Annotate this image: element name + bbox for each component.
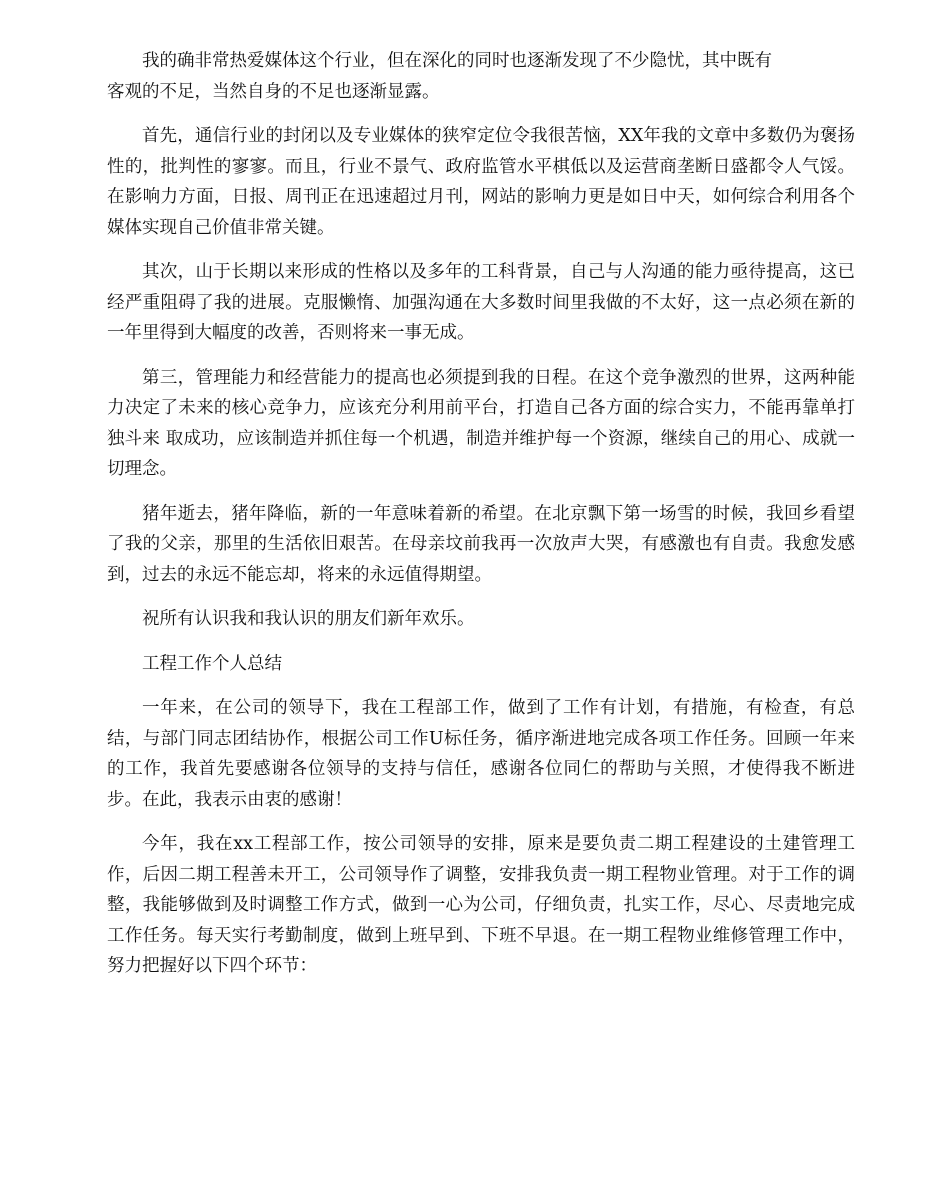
paragraph-second-reason: 其次，山于长期以来形成的性格以及多年的工科背景，自己与人沟通的能力亟待提高，这已经严重阻碍了我的进展。克服懒惰、加强沟通在大多数时间里我做的不太好，这一点必须在新的一年里得到大幅度的改善，否则将来一事无成。 [107, 262, 855, 343]
intro-paragraph [107, 46, 855, 107]
paragraph-new-year: 猪年逝去，猪年降临，新的一年意味着新的希望。在北京飘下第一场雪的时候，我回乡看望了我的父亲，那里的生活依旧艰苦。在母亲坟前我再一次放声大哭，有感激也有自责。我愈发感到，过去的永远不能忘却，将来的永远值得期望。 [107, 503, 855, 585]
paragraph-third-reason: 第三，管理能力和经营能力的提高也必须提到我的日程。在这个竞争激烈的世界，这两种能力决定了未来的核心竞争力，应该充分利用前平台，打造自己各方面的综合实力，不能再靠单打独斗来 取成功，应该制造并抓住每一个机遇，制造并维护每一个资源，继续自己的用心、成就一切理念。 [107, 367, 855, 479]
document-body [107, 46, 855, 996]
section-paragraph-overview: 一年来，在公司的领导下，我在工程部工作，做到了工作有计划，有措施，有检查，有总结，与部门同志团结协作，根据公司工作U标任务，循序渐进地完成各项工作任务。回顾一年来的工作，我首先要感谢各位领导的支持与信任，感谢各位同仁的帮助与关照，才使得我不断进步。在此，我表示由衷的感谢！ [107, 698, 855, 810]
section-paragraph-work: 今年，我在xx工程部工作，按公司领导的安排，原来是要负责二期工程建设的土建管理工作，后因二期工程善未开工，公司领导作了调整，安排我负责一期工程物业管理。对于工作的调整，我能够做到及时调整工作方式，做到一心为公司，仔细负责，扎实工作，尽心、尽责地完成工作任务。每天实行考勤制度，做到上班早到、下班不早退。在一期工程物业维修管理工作中，努力把握好以下四个环节： [107, 834, 855, 976]
intro-line-2: 客观的不足，当然自身的不足也逐渐显露。 [107, 81, 440, 102]
intro-line-1: 我的确非常热爱媒体这个行业，但在深化的同时也逐渐发现了不少隐忧，其中既有 [142, 51, 772, 71]
paragraph-first-reason: 首先，通信行业的封闭以及专业媒体的狭窄定位令我很苦恼，XX年我的文章中多数仍为褒扬性的，批判性的寥寥。而且，行业不景气、政府监管水平棋低以及运营商垄断日盛都令人气馁。在影响力方面，日报、周刊正在迅速超过月刊，网站的影响力更是如日中天，如何综合利用各个媒体实现自己价值非常关键。 [107, 126, 855, 238]
section-title: 工程工作个人总结 [142, 653, 282, 674]
paragraph-wishes: 祝所有认识我和我认识的朋友们新年欢乐。 [142, 609, 475, 629]
